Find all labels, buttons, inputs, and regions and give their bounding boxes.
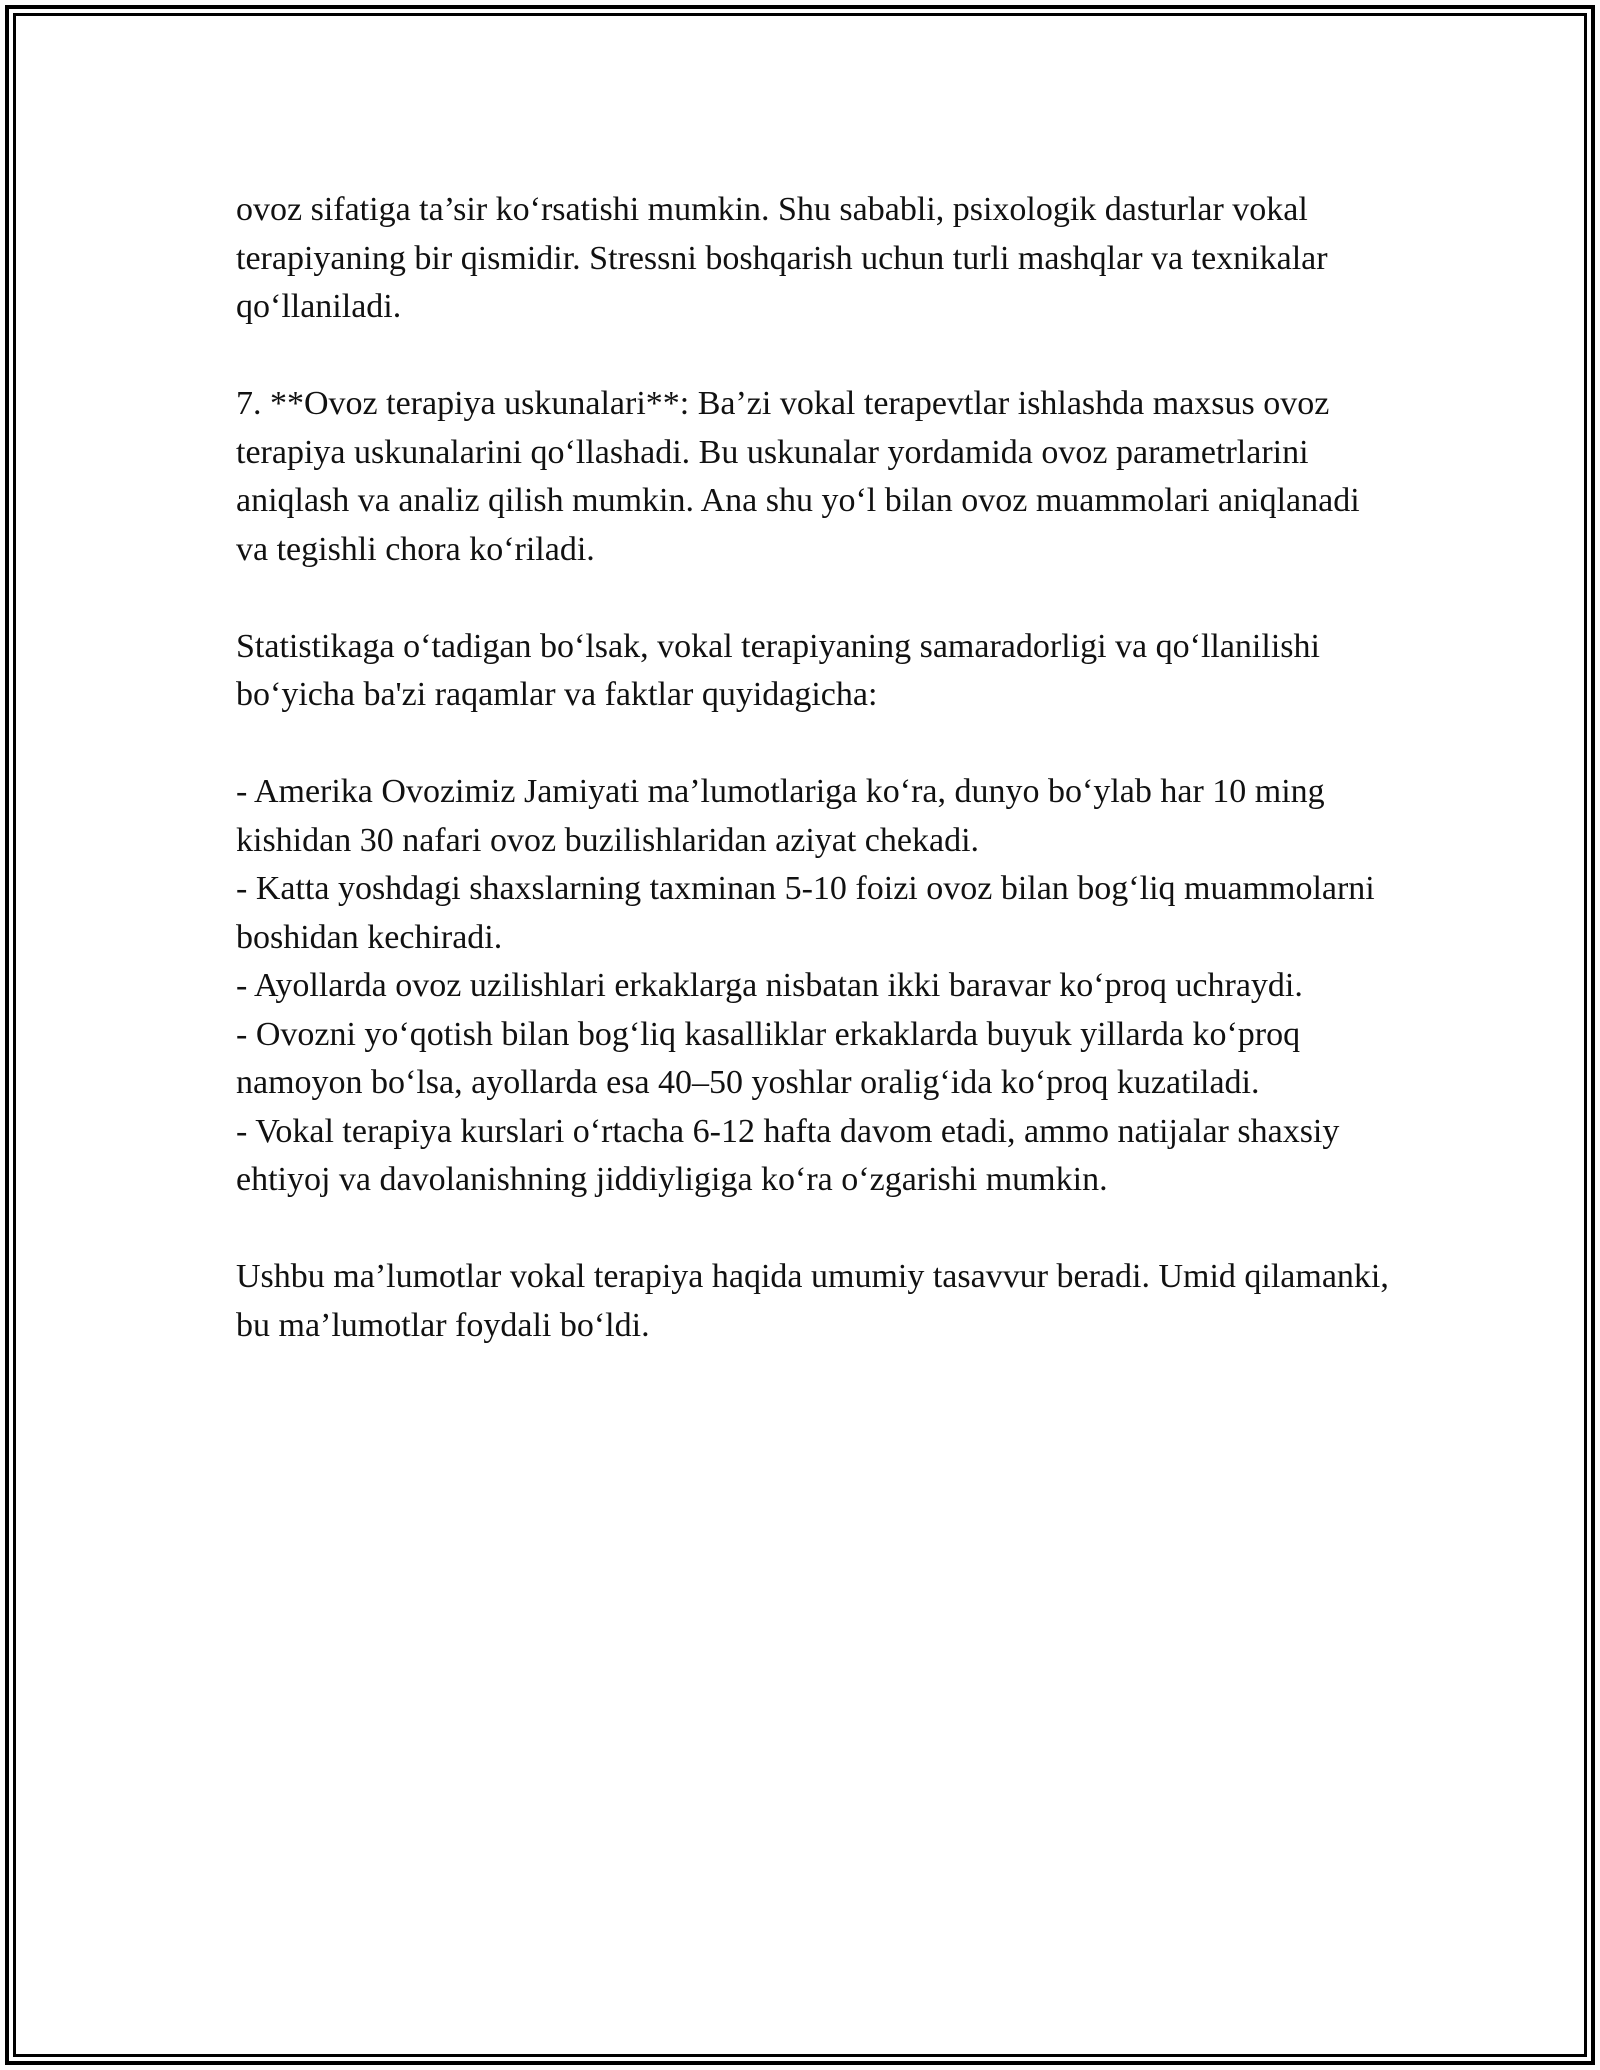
list-item: - Vokal terapiya kurslari o‘rtacha 6-12 hafta davom etadi, ammo natijalar shaxsiy ehtiyoj va davolanishning jiddiyligiga ko‘ra o‘zgarishi mumkin. (236, 1112, 1340, 1198)
paragraph-statistics-intro: Statistikaga o‘tadigan bo‘lsak, vokal terapiyaning samaradorligi va qo‘llanilishi bo‘yicha ba'zi raqamlar va faktlar quyidagicha: (236, 627, 1320, 713)
list-item: - Ayollarda ovoz uzilishlari erkaklarga nisbatan ikki baravar ko‘proq uchraydi. (236, 967, 1303, 1004)
list-item: - Ovozni yo‘qotish bilan bog‘liq kasalliklar erkaklarda buyuk yillarda ko‘proq namoyon bo‘lsa, ayollarda esa 40–50 yoshlar oralig‘ida ko‘proq kuzatiladi. (236, 1015, 1301, 1101)
paragraph-psychology-continuation: ovoz sifatiga ta’sir ko‘rsatishi mumkin. Shu sababli, psixologik dasturlar vokal terapiyaning bir qismidir. Stressni boshqarish uchun turli mashqlar va texnikalar qo‘llaniladi. (236, 191, 1328, 325)
document-body (236, 186, 1396, 1399)
paragraph-voice-therapy-equipment: 7. **Ovoz terapiya uskunalari**: Ba’zi vokal terapevtlar ishlashda maxsus ovoz terapiya uskunalarini qo‘llashadi. Bu uskunalar yordamida ovoz parametrlarini aniqlash va analiz qilish mumkin. Ana shu yo‘l bilan ovoz muammolari aniqlanadi va tegishli chora ko‘riladi. (236, 385, 1360, 568)
statistics-list (236, 768, 1396, 1205)
paragraph-closing: Ushbu ma’lumotlar vokal terapiya haqida umumiy tasavvur beradi. Umid qilamanki, bu ma’lumotlar foydali bo‘ldi. (236, 1258, 1389, 1344)
list-item: - Katta yoshdagi shaxslarning taxminan 5-10 foizi ovoz bilan bog‘liq muammolarni boshidan kechiradi. (236, 870, 1375, 956)
list-item: - Amerika Ovozimiz Jamiyati ma’lumotlariga ko‘ra, dunyo bo‘ylab har 10 ming kishidan 30 nafari ovoz buzilishlaridan aziyat chekadi. (236, 773, 1325, 859)
